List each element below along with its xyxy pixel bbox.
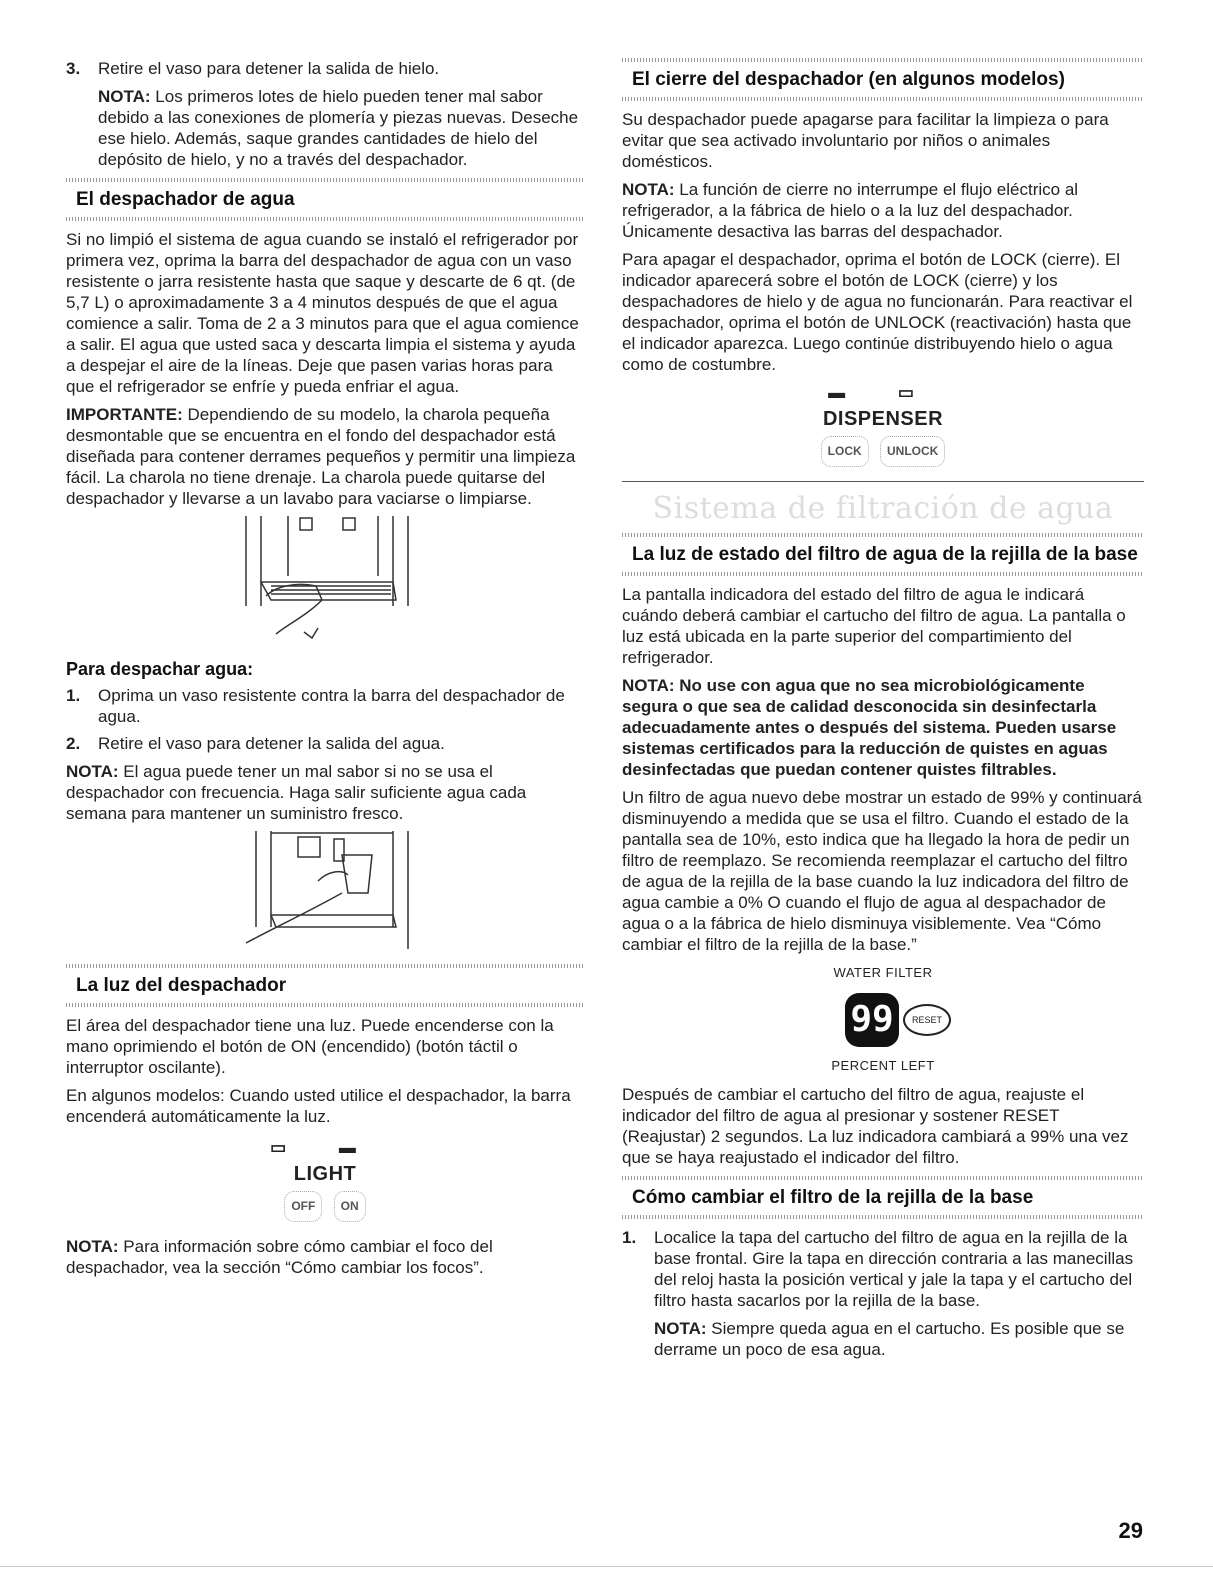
body-paragraph: Su despachador puede apagarse para facilitar la limpieza o para evitar que sea activado involuntario por niños o animales domésticos. — [622, 110, 1109, 171]
section-header-lock — [622, 58, 1144, 101]
filter-display-row — [652, 993, 1144, 1047]
section-header-change — [622, 1176, 1144, 1219]
list-item — [66, 685, 584, 727]
dispenser-control-panel — [622, 382, 1144, 467]
on-button[interactable]: ON — [334, 1191, 366, 1222]
body-paragraph: Un filtro de agua nuevo debe mostrar un estado de 99% y continuará disminuyendo a medida que se usa el filtro. Cuando el estado de la pantalla sea de 10%, esto indica que ha llegado la hora de pedir un filtro de reemplazo. Se recomienda reemplazar el cartucho del filtro de agua de la rejilla de la base cuando la luz indicadora del filtro de agua cambie a 0% O cuando el flujo de agua al despachador de agua o a la fábrica de hielo disminuya visiblemente. Vea “Cómo cambiar el filtro de la rejilla de la base.” — [622, 788, 1142, 954]
section-header-water — [66, 178, 584, 221]
chapter-title: Sistema de filtración de agua — [652, 491, 1114, 526]
list-item — [66, 733, 584, 754]
percent-display: 99 — [845, 993, 899, 1047]
panel-title: LIGHT — [293, 1163, 357, 1185]
list-item — [622, 1227, 1144, 1311]
section-header-status — [622, 533, 1144, 576]
note-label: NOTA: — [654, 1319, 707, 1338]
body-paragraph: La pantalla indicadora del estado del filtro de agua le indicará cuándo deberá cambiar el cartucho del filtro de agua. La pantalla o luz está ubicada en la parte superior del compartimiento del refrigerador. — [622, 585, 1126, 667]
hatch-divider — [622, 58, 1144, 62]
note-paragraph — [98, 86, 584, 170]
lock-button[interactable]: LOCK — [821, 436, 869, 467]
indicator-marks: ▭ ▬ — [270, 1138, 380, 1157]
step-number: 2. — [66, 734, 81, 753]
hatch-divider — [66, 178, 584, 182]
note-text: El agua puede tener un mal sabor si no se usa el despachador con frecuencia. Haga salir suficiente agua cada semana para mantener un suministro fresco. — [66, 762, 527, 823]
light-control-panel — [66, 1137, 584, 1222]
reset-button[interactable]: RESET — [903, 1004, 951, 1036]
hatch-divider — [622, 1176, 1144, 1180]
note-label: NOTA: — [66, 1237, 119, 1256]
body-paragraph: En algunos modelos: Cuando usted utilice el despachador, la barra encenderá automáticamente la luz. — [66, 1086, 571, 1126]
section-header-light — [66, 964, 584, 1007]
body-paragraph: Para apagar el despachador, oprima el botón de LOCK (cierre). El indicador aparecerá sobre el botón de LOCK (cierre) y los despachadores de hielo y de agua no funcionarán. Para reactivar el despachador, oprima el botón de UNLOCK (reactivación) hasta que el indicador aparezca. Luego continúe distribuyendo hielo o agua como de costumbre. — [622, 250, 1133, 374]
change-steps — [622, 1227, 1144, 1311]
note-text: Para información sobre cómo cambiar el foco del despachador, vea la sección “Cómo cambiar los focos”. — [66, 1237, 493, 1277]
bold-note-paragraph: NOTA: No use con agua que no sea microbiológicamente segura o que sea de calidad desconocida sin desinfectarla adecuadamente antes o después del sistema. Pueden usarse sistemas certificados para la reducción de quistes en aguas desinfectadas que puedan contener quistes filtrables. — [622, 676, 1117, 779]
section-title: La luz de estado del filtro de agua de la rejilla de la base — [632, 544, 1138, 565]
hatch-divider — [622, 533, 1144, 537]
important-text: Dependiendo de su modelo, la charola pequeña desmontable que se encuentra en el fondo del despachador está diseñada para contener derrames pequeños y permitir una limpieza fácil. La charola no tiene drenaje. La charola puede quitarse del despachador y llevarse a un lavabo para vaciarse o limpiarse. — [66, 405, 576, 508]
note-paragraph — [66, 761, 584, 824]
note-label: NOTA: — [66, 762, 119, 781]
section-title: La luz del despachador — [76, 975, 287, 996]
panel-buttons — [622, 436, 1144, 467]
body-paragraph: Después de cambiar el cartucho del filtro de agua, reajuste el indicador del filtro de agua al presionar y sostener RESET (Reajustar) 2 segundos. La luz indicadora cambiará a 99% una vez que se haya reajustado el indicador del filtro. — [622, 1085, 1129, 1167]
panel-title: DISPENSER — [822, 408, 944, 430]
section-rule — [622, 481, 1144, 482]
note-text: Los primeros lotes de hielo pueden tener mal sabor debido a las conexiones de plomería y piezas nuevas. Deseche ese hielo. Además, saque grandes cantidades de hielo del depósito de hielo, y no a través del despachador. — [98, 87, 579, 169]
note-paragraph — [654, 1318, 1144, 1360]
note-label: NOTA: — [98, 87, 151, 106]
note-paragraph — [622, 179, 1144, 242]
section-title: Cómo cambiar el filtro de la rejilla de la base — [632, 1187, 1034, 1208]
hatch-divider — [622, 572, 1144, 576]
indicator-marks: ▬ ▭ — [828, 383, 938, 402]
note-text: Siempre queda agua en el cartucho. Es posible que se derrame un poco de esa agua. — [654, 1319, 1125, 1359]
important-label: IMPORTANTE: — [66, 405, 183, 424]
off-button[interactable]: OFF — [284, 1191, 322, 1222]
hatch-divider — [66, 964, 584, 968]
hatch-divider — [622, 1215, 1144, 1219]
hatch-divider — [66, 1003, 584, 1007]
body-paragraph: El área del despachador tiene una luz. Puede encenderse con la mano oprimiendo el botón de ON (encendido) (botón táctil o interruptor oscilante). — [66, 1016, 554, 1077]
body-paragraph: Si no limpió el sistema de agua cuando se instaló el refrigerador por primera vez, oprima la barra del despachador de agua con un vaso resistente o jarra resistente hasta que saque y descarte de 6 qt. (de 5,7 L) o aproximadamente 3 a 4 minutos después de que el agua comience a salir. Toma de 2 a 3 minutos para que el agua comience a salir. El agua que usted saca y descarta limpia el sistema y ayuda a despejar el aire de la líneas. Deje que pasen varias horas para que el refrigerador se enfríe y pueda enfriar el agua. — [66, 230, 579, 396]
left-column — [66, 58, 584, 1285]
step-number: 3. — [66, 59, 81, 78]
dispense-title: Para despachar agua: — [66, 659, 254, 679]
note-paragraph — [66, 1236, 584, 1278]
step-text: Oprima un vaso resistente contra la barra del despachador de agua. — [98, 686, 565, 726]
step-list-ice — [66, 58, 584, 79]
note-label: NOTA: — [622, 180, 675, 199]
right-column — [622, 58, 1144, 1367]
unlock-button[interactable]: UNLOCK — [880, 436, 945, 467]
step-text: Localice la tapa del cartucho del filtro de agua en la rejilla de la base frontal. Gire la tapa en dirección contraria a las manecillas del reloj hasta la posición vertical y jale la tapa y el cartucho del filtro hasta sacarlos por la rejilla de la base. — [654, 1228, 1134, 1310]
tray-illustration — [66, 516, 584, 649]
water-filter-panel — [622, 962, 1144, 1076]
panel-buttons — [66, 1191, 584, 1222]
section-title: El cierre del despachador (en algunos modelos) — [632, 69, 1065, 90]
bottom-edge-line — [0, 1566, 1213, 1567]
section-title: El despachador de agua — [76, 189, 295, 210]
water-glass-illustration — [66, 831, 584, 954]
hatch-divider — [66, 217, 584, 221]
water-filter-caption: WATER FILTER — [833, 965, 933, 980]
list-item — [66, 58, 584, 79]
important-paragraph — [66, 404, 584, 509]
note-text: La función de cierre no interrumpe el flujo eléctrico al refrigerador, a la fábrica de hielo o a la luz del despachador. Únicamente desactiva las barras del despachador. — [622, 180, 1079, 241]
step-number: 1. — [66, 686, 81, 705]
dispense-steps — [66, 685, 584, 754]
step-number: 1. — [622, 1228, 637, 1247]
percent-left-caption: PERCENT LEFT — [831, 1058, 935, 1073]
page-number: 29 — [1118, 1518, 1143, 1543]
step-text: Retire el vaso para detener la salida de hielo. — [98, 59, 440, 78]
hatch-divider — [622, 97, 1144, 101]
step-text: Retire el vaso para detener la salida del agua. — [98, 734, 445, 753]
